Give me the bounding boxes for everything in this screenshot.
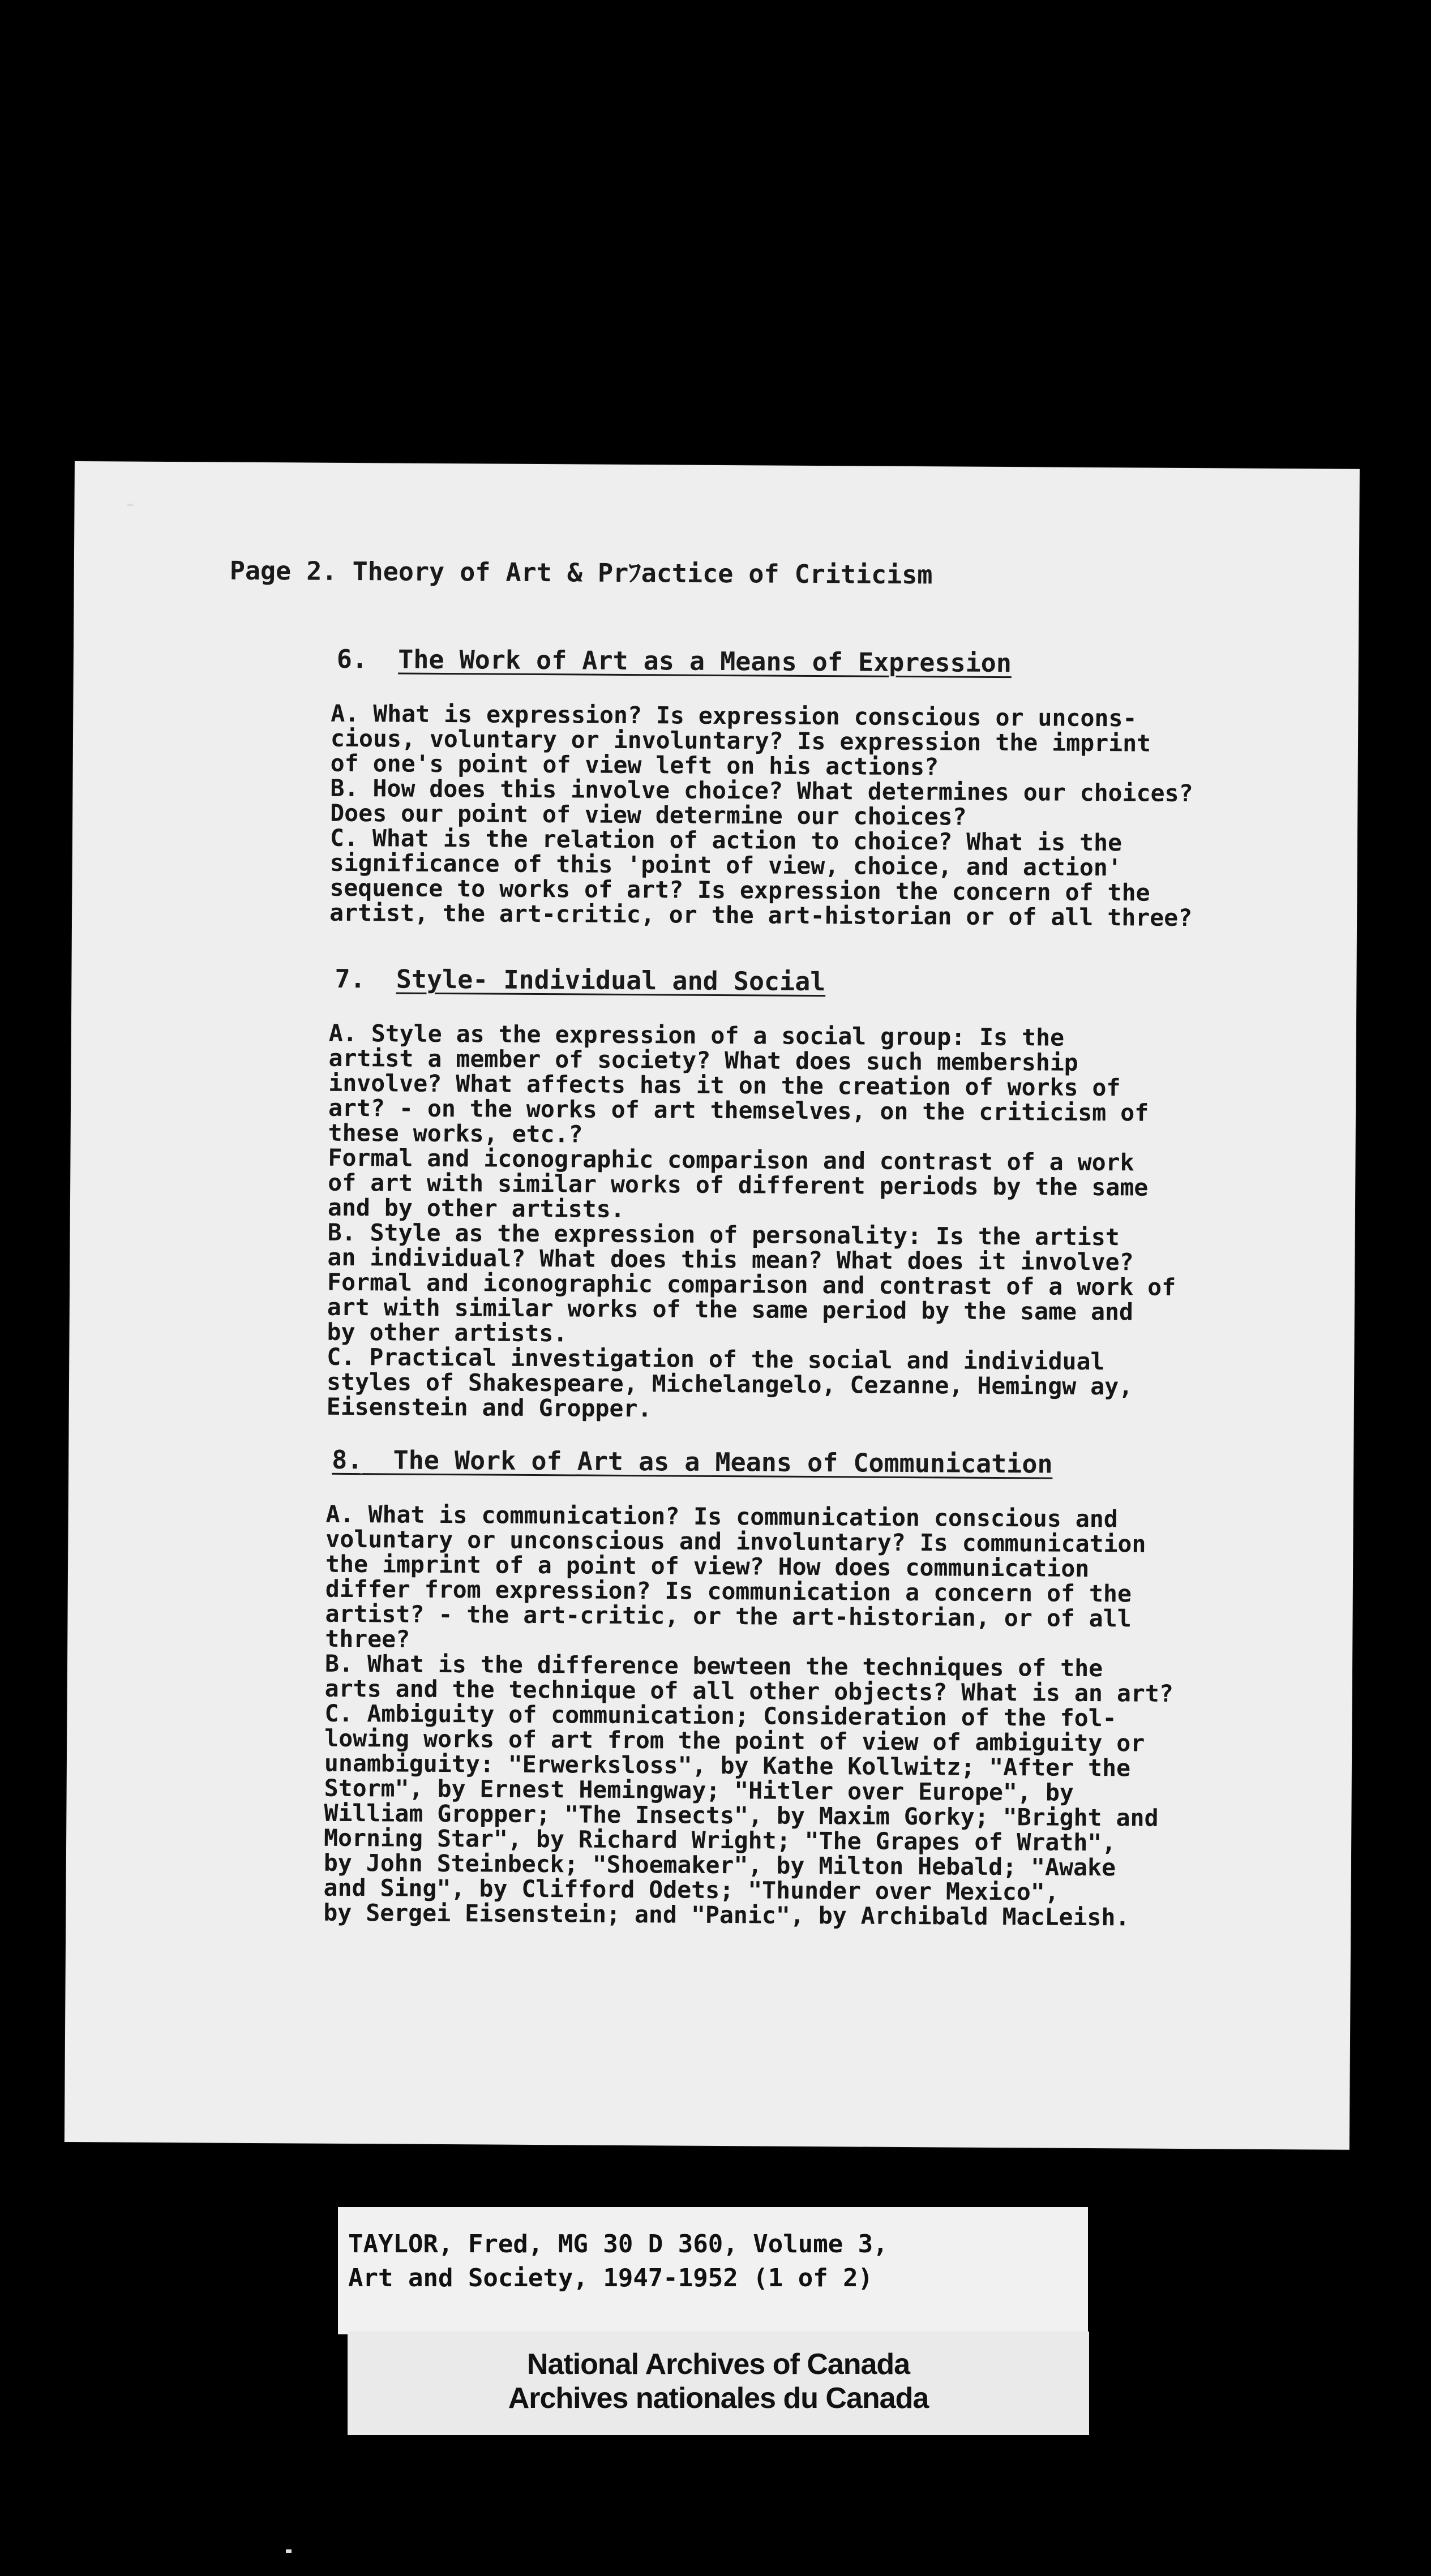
section-7-number: 7. (335, 963, 366, 994)
section-6-heading (337, 644, 1344, 680)
page-header: Page 2. Theory of Art & Prﾌactice of Criticism (229, 555, 933, 590)
film-speck (127, 504, 133, 506)
section-7-body: A. Style as the expression of a social group: Is the artist a member of society? What does such membership involve? What affects has it on the creation of works of art? - on the works of art themselves, on the criticism of these works, etc.? Formal and iconographic comparison and contrast of a work of art with similar works of different periods by the same and by other artists. B. Style as the expression of personality: Is the artist an individual? What does this mean? What does it involve? Formal and iconographic comparison and contrast of a work of art with similar works of the same period by the same and by other artists. C. Practical investigation of the social and individual styles of Shakespeare, Michelangelo, Cezanne, Hemingw ay, Eisenstein and Gropper. (326, 1019, 1176, 1423)
section-7-heading (335, 964, 1342, 1000)
archive-reference-line-1: TAYLOR, Fred, MG 30 D 360, Volume 3, (348, 2230, 888, 2259)
section-7-title: Style- Individual and Social (396, 964, 826, 997)
section-8-title: The Work of Art as a Means of Communication (393, 1445, 1053, 1479)
typed-page (65, 461, 1360, 2150)
section-6 (329, 644, 1344, 931)
archive-reference-line-2: Art and Society, 1947-1952 (1 of 2) (348, 2264, 873, 2292)
archive-reference-label (338, 2207, 1088, 2334)
archive-stamp (348, 2332, 1089, 2435)
section-8-body: A. What is communication? Is communication conscious and voluntary or unconscious and involuntary? Is communication the imprint of a point of view? How does communication differ from expression? Is communication a concern of the artist? - the art-critic, or the art-historian, or of all three? B. What is the difference bewteen the techniques of the arts and the technique of all other objects? What is an art? C. Ambiguity of communication; Consideration of the fol- lowing works of art from the point of view of ambiguity or unambiguity: "Erwerksloss", by Kathe Kollwitz; "After the Storm", by Ernest Hemingway; "Hitler over Europe", by William Gropper; "The Insects", by Maxim Gorky; "Bright and Morning Star", by Richard Wright; "The Grapes of Wrath", by John Steinbeck; "Shoemaker", by Milton Hebald; "Awake and Sing", by Clifford Odets; "Thunder over Mexico", by Sergei Eisenstein; and "Panic", by Archibald MacLeish. (323, 1500, 1173, 1931)
section-6-body: A. What is expression? Is expression conscious or uncons- cious, voluntary or involuntary? Is expression the imprint of one's point of view left on his actions? B. How does this involve choice? What determines our choices? Does our point of view determine our choices? C. What is the relation of action to choice? What is the significance of this 'point of view, choice, and action' sequence to works of art? Is expression the concern of the artist, the art-critic, or the art-historian or of all three? (329, 699, 1193, 932)
section-8 (323, 1445, 1339, 1931)
section-7 (327, 964, 1343, 1426)
section-6-title: The Work of Art as a Means of Expression (398, 644, 1012, 679)
section-8-number: 8. (332, 1444, 363, 1475)
archive-stamp-french: Archives nationales du Canada (508, 2382, 929, 2415)
section-8-heading (332, 1445, 1339, 1481)
film-speck (286, 2549, 292, 2553)
archive-stamp-english: National Archives of Canada (526, 2348, 910, 2381)
section-6-number: 6. (336, 643, 368, 675)
